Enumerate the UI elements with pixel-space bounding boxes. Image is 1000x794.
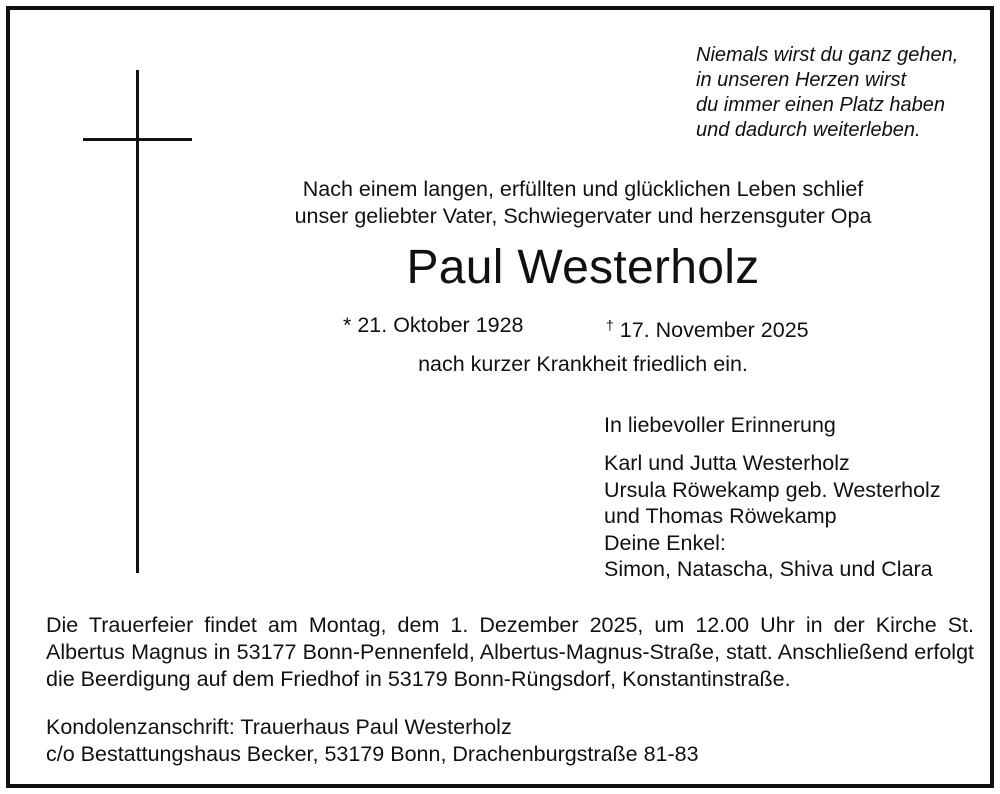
mourners-heading: In liebevoller Erinnerung bbox=[604, 413, 836, 437]
poem-line: du immer einen Platz haben bbox=[696, 94, 946, 116]
cross-vertical-bar bbox=[136, 70, 139, 573]
deceased-name: Paul Westerholz bbox=[406, 241, 760, 294]
poem-line: in unseren Herzen wirst bbox=[696, 69, 907, 91]
condolence-address bbox=[46, 714, 699, 768]
mourner-line: Ursula Röwekamp geb. Westerholz bbox=[604, 477, 941, 502]
mourner-line: Karl und Jutta Westerholz bbox=[604, 451, 850, 475]
condolence-line: Kondolenzanschrift: Trauerhaus Paul Westerholz bbox=[46, 715, 512, 739]
mourners-list bbox=[604, 450, 941, 583]
closing-text: nach kurzer Krankheit friedlich ein. bbox=[418, 352, 748, 376]
death-date-line bbox=[606, 311, 809, 344]
intro-line: Nach einem langen, erfüllten und glücklichen Leben schlief bbox=[302, 177, 864, 201]
condolence-line: c/o Bestattungshaus Becker, 53179 Bonn, Drachenburgstraße 81-83 bbox=[46, 742, 699, 766]
memorial-poem bbox=[696, 43, 986, 143]
birth-date: * 21. Oktober 1928 bbox=[343, 313, 524, 337]
intro-text bbox=[210, 176, 956, 230]
mourner-line: und Thomas Röwekamp bbox=[604, 504, 837, 528]
funeral-service-info: Die Trauerfeier findet am Montag, dem 1. Dezember 2025, um 12.00 Uhr in der Kirche St. Albertus Magnus in 53177 Bonn-Pennenfeld, Albertus-Magnus-Straße, statt. Anschließend erfolgt die Beerdigung auf dem Friedhof in 53179 Bonn-Rüngsdorf, Konstantinstraße. bbox=[46, 613, 974, 691]
intro-line: unser geliebter Vater, Schwiegervater und herzensguter Opa bbox=[294, 204, 872, 228]
mourner-line: Deine Enkel: bbox=[604, 530, 726, 555]
obituary-notice bbox=[6, 6, 994, 788]
cross-horizontal-bar bbox=[83, 138, 192, 141]
dagger-icon: † bbox=[606, 317, 614, 333]
mourner-line: Simon, Natascha, Shiva und Clara bbox=[604, 557, 933, 581]
poem-line: und dadurch weiterleben. bbox=[696, 119, 921, 141]
poem-line: Niemals wirst du ganz gehen, bbox=[696, 44, 959, 66]
death-date: 17. November 2025 bbox=[619, 318, 809, 342]
